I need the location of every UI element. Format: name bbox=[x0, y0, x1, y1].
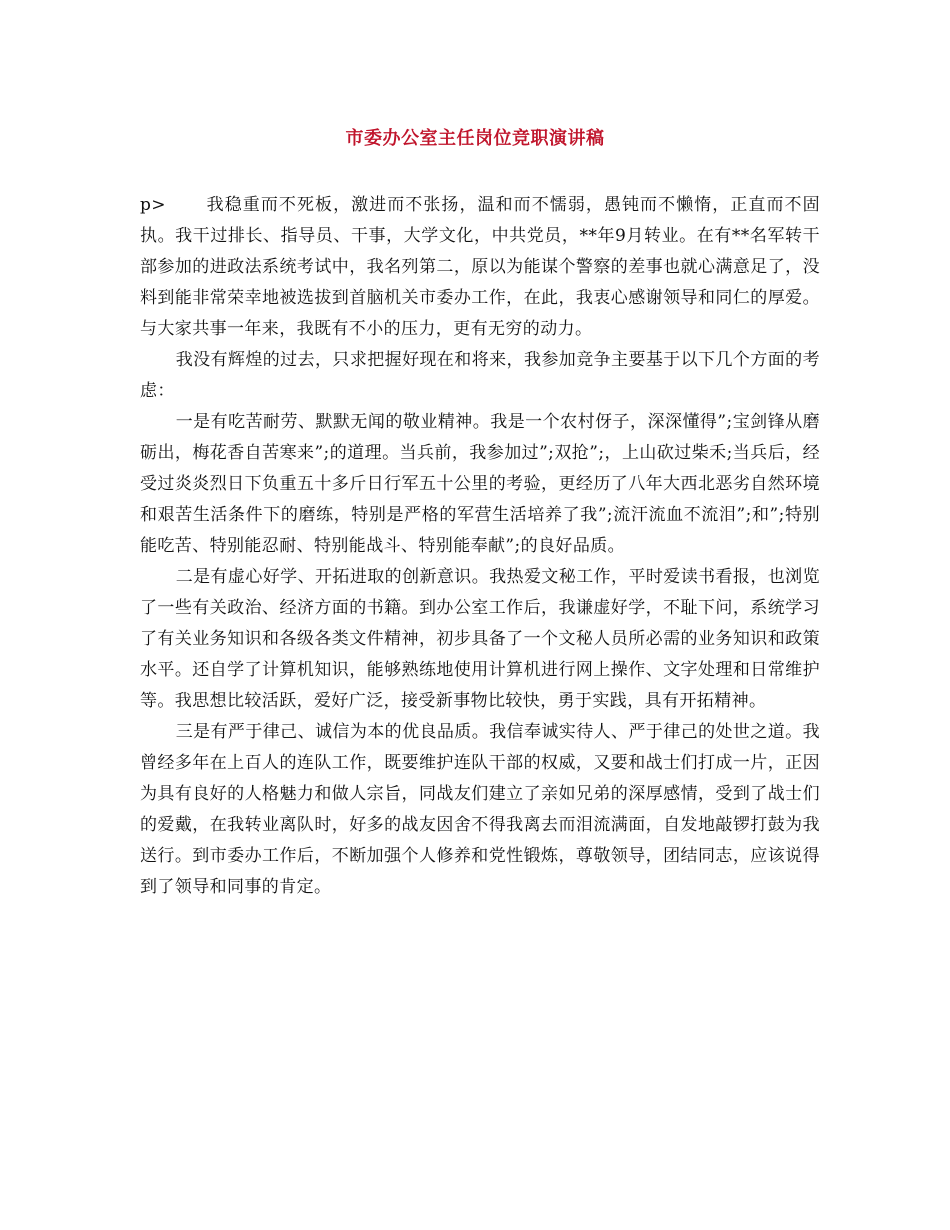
paragraph-2: 我没有辉煌的过去，只求把握好现在和将来，我参加竞争主要基于以下几个方面的考虑： bbox=[140, 350, 820, 401]
paragraph-3: 一是有吃苦耐劳、默默无闻的敬业精神。我是一个农村伢子，深深懂得”;宝剑锋从磨砺出，梅花香自苦寒来”;的道理。当兵前，我参加过”;双抢”;，上山砍过柴禾;当兵后，经受过炎炎烈日下负重五十多斤日行军五十公里的考验，更经历了八年大西北恶劣自然环境和艰苦生活条件下的磨练，特别是严格的军营生活培养了我”;流汗流血不流泪”;和”;特别能吃苦、特别能忍耐、特别能战斗、特别能奉献”;的良好品质。 bbox=[140, 412, 820, 556]
paragraph-prefix: p> bbox=[140, 195, 166, 215]
paragraph-5: 三是有严于律己、诚信为本的优良品质。我信奉诚实待人、严于律己的处世之道。我曾经多年在上百人的连队工作，既要维护连队干部的权威，又要和战士们打成一片，正因为具有良好的人格魅力和做人宗旨，同战友们建立了亲如兄弟的深厚感情，受到了战士们的爱戴，在我转业离队时，好多的战友因舍不得我离去而泪流满面，自发地敲锣打鼓为我送行。到市委办工作后，不断加强个人修养和党性锻炼，尊敬领导，团结同志，应该说得到了领导和同事的肯定。 bbox=[140, 722, 820, 897]
document-title: 市委办公室主任岗位竞职演讲稿 bbox=[345, 128, 605, 149]
paragraph-4: 二是有虚心好学、开拓进取的创新意识。我热爱文秘工作，平时爱读书看报，也浏览了一些有关政治、经济方面的书籍。到办公室工作后，我谦虚好学，不耻下问，系统学习了有关业务知识和各级各类文件精神，初步具备了一个文秘人员所必需的业务知识和政策水平。还自学了计算机知识，能够熟练地使用计算机进行网上操作、文字处理和日常维护等。我思想比较活跃，爱好广泛，接受新事物比较快，勇于实践，具有开拓精神。 bbox=[140, 567, 820, 711]
document-body bbox=[140, 190, 820, 903]
paragraph-1 bbox=[140, 190, 820, 345]
paragraph-text: 我稳重而不死板，激进而不张扬，温和而不懦弱，愚钝而不懒惰，正直而不固执。我干过排长、指导员、干事，大学文化，中共党员，**年9月转业。在有**名军转干部参加的进政法系统考试中，我名列第二，原以为能谋个警察的差事也就心满意足了，没料到能非常荣幸地被选拔到首脑机关市委办工作，在此，我衷心感谢领导和同仁的厚爱。与大家共事一年来，我既有不小的压力，更有无穷的动力。 bbox=[140, 195, 820, 339]
